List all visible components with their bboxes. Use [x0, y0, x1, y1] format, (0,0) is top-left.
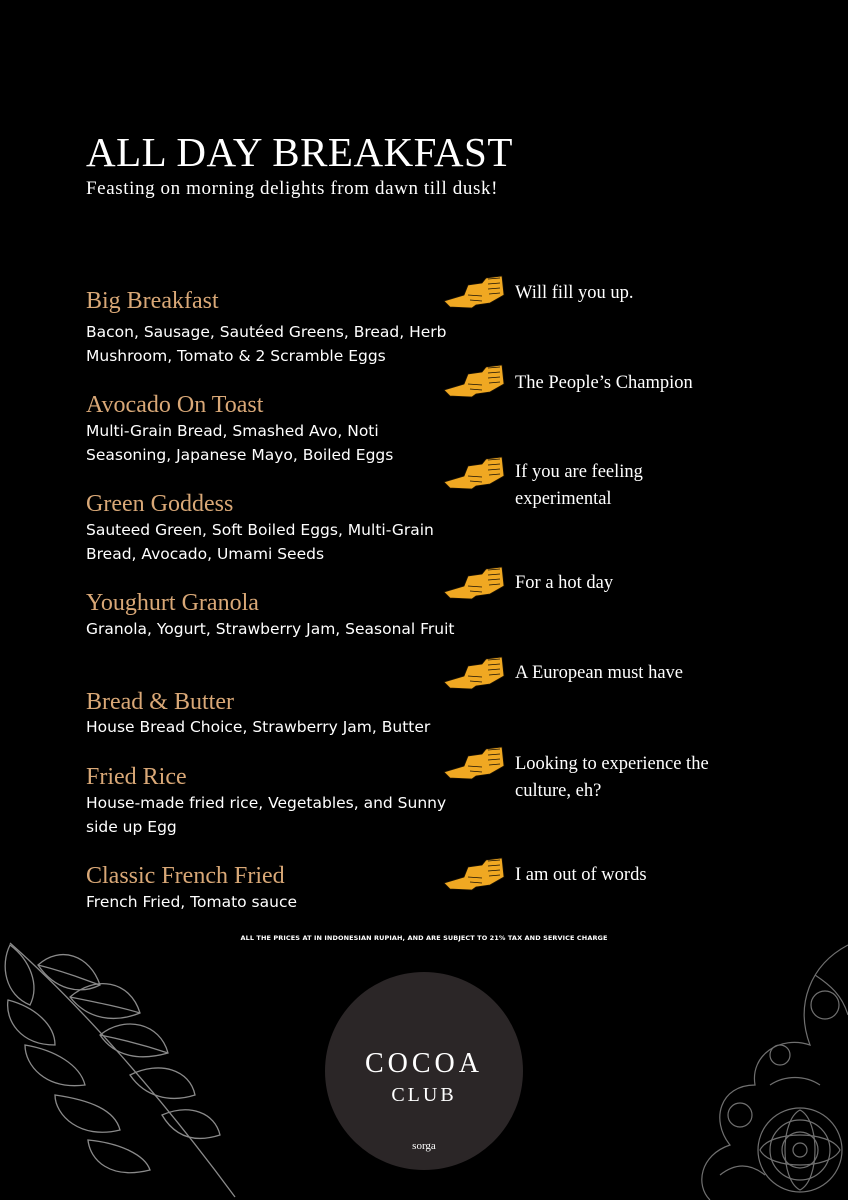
- menu-item-tagline: I am out of words: [515, 865, 647, 885]
- menu-item-description: Granola, Yogurt, Strawberry Jam, Seasonal Fruit: [86, 620, 455, 638]
- menu-item-description: French Fried, Tomato sauce: [86, 893, 298, 911]
- pointing-hand-icon: [442, 566, 506, 602]
- page-subtitle: Feasting on morning delights from dawn till dusk!: [86, 178, 499, 199]
- menu-item-tagline: If you are feeling experimental: [515, 462, 643, 509]
- menu-item-description: Multi-Grain Bread, Smashed Avo, Noti Seasoning, Japanese Mayo, Boiled Eggs: [86, 422, 394, 464]
- menu-item-tagline: The People’s Champion: [515, 373, 693, 393]
- menu-item-description: House Bread Choice, Strawberry Jam, Butter: [86, 718, 431, 736]
- menu-item-description: Sauteed Green, Soft Boiled Eggs, Multi-Grain Bread, Avocado, Umami Seeds: [86, 521, 434, 563]
- pointing-hand-icon: [442, 656, 506, 692]
- menu-item-name: Classic French Fried: [86, 863, 285, 889]
- menu-item-name: Green Goddess: [86, 491, 234, 517]
- menu-item-tagline: A European must have: [515, 663, 683, 683]
- logo-line-club: CLUB: [391, 1084, 457, 1106]
- menu-item-tagline: For a hot day: [515, 573, 614, 593]
- menu-item-tagline: Will fill you up.: [515, 283, 634, 303]
- pointing-hand-icon: [442, 275, 506, 311]
- menu-item-name: Bread & Butter: [86, 689, 234, 715]
- page-title: ALL DAY BREAKFAST: [86, 129, 513, 175]
- pointing-hand-icon: [442, 857, 506, 893]
- pointing-hand-icon: [442, 746, 506, 782]
- price-disclaimer: ALL THE PRICES AT IN INDONESIAN RUPIAH, AND ARE SUBJECT TO 21% TAX AND SERVICE CHARGE: [240, 934, 608, 942]
- menu-item-name: Big Breakfast: [86, 288, 219, 314]
- menu-item-name: Avocado On Toast: [86, 392, 264, 418]
- menu-item-tagline: Looking to experience the culture, eh?: [515, 754, 709, 801]
- mandala-ornament: [580, 935, 848, 1200]
- menu-item-name: Youghurt Granola: [86, 590, 259, 616]
- logo-line-cocoa: COCOA: [364, 1048, 483, 1079]
- logo-line-sorga: sorga: [412, 1140, 436, 1152]
- leaf-illustration: [0, 935, 250, 1200]
- pointing-hand-icon: [442, 456, 506, 492]
- menu-item-description: Bacon, Sausage, Sautéed Greens, Bread, Herb Mushroom, Tomato & 2 Scramble Eggs: [86, 323, 447, 365]
- cocoa-club-logo: [325, 972, 523, 1170]
- menu-item-description: House-made fried rice, Vegetables, and Sunny side up Egg: [86, 794, 447, 836]
- menu-item-name: Fried Rice: [86, 764, 187, 790]
- pointing-hand-icon: [442, 364, 506, 400]
